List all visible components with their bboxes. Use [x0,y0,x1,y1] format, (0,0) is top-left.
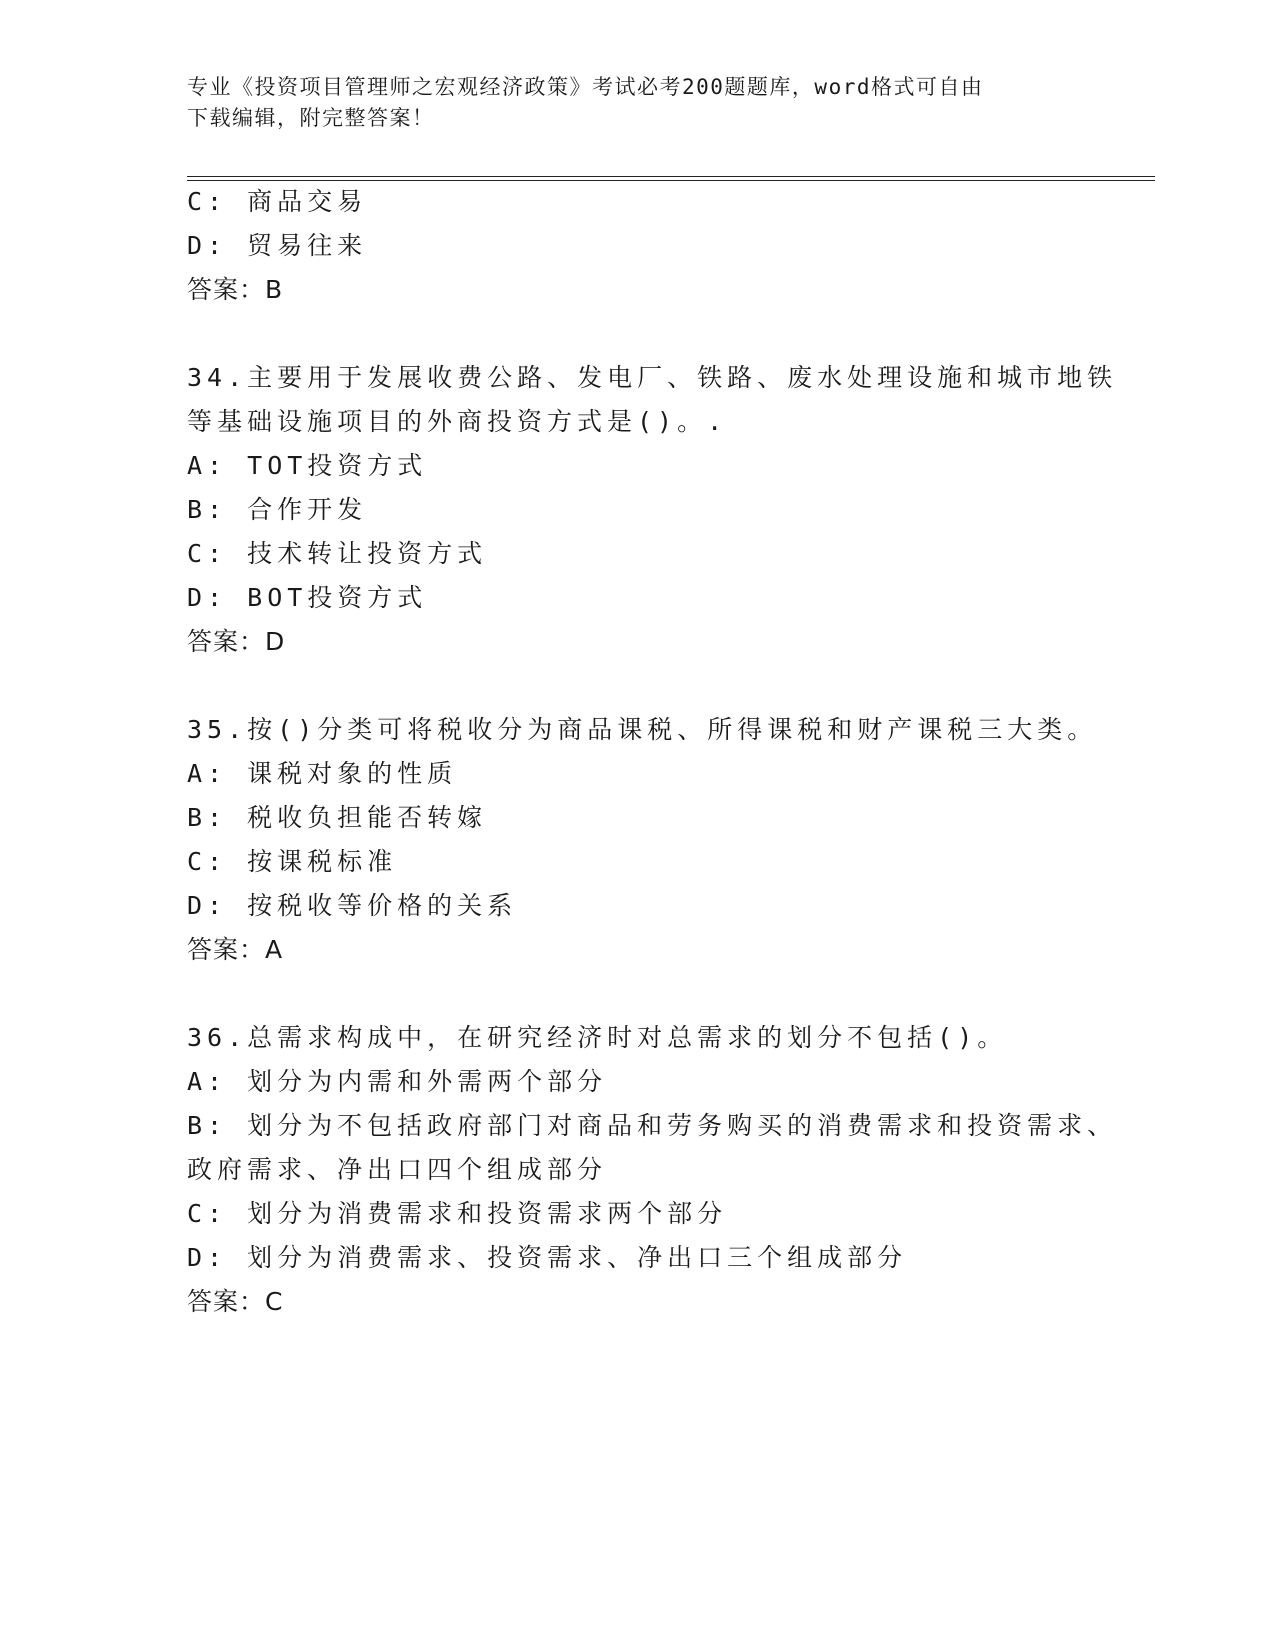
q36-option-a: A: 划分为内需和外需两个部分 [187,1067,608,1096]
q34-stem-line-1: 34.主要用于发展收费公路、发电厂、铁路、废水处理设施和城市地铁 [187,363,1118,392]
q35-option-d: D: 按税收等价格的关系 [187,891,518,920]
q36-option-d: D: 划分为消费需求、投资需求、净出口三个组成部分 [187,1243,908,1272]
q35-stem-line-1: 35.按()分类可将税收分为商品课税、所得课税和财产课税三大类。 [187,715,1098,744]
q36-option-b-line-2: 政府需求、净出口四个组成部分 [187,1155,608,1184]
q34-option-a: A: TOT投资方式 [187,451,428,480]
q35-option-a: A: 课税对象的性质 [187,759,458,788]
q34-answer: 答案：D [187,627,286,656]
header-title-line-2: 下载编辑，附完整答案！ [187,106,435,130]
q34-option-b: B: 合作开发 [187,495,368,524]
prev-option-c: C: 商品交易 [187,187,368,216]
prev-option-d: D: 贸易往来 [187,231,368,260]
document-header [187,72,1087,134]
q34-stem-line-2: 等基础设施项目的外商投资方式是()。. [187,407,728,436]
q35-option-b: B: 税收负担能否转嫁 [187,803,488,832]
q34-option-c: C: 技术转让投资方式 [187,539,488,568]
q34-option-d: D: BOT投资方式 [187,583,428,612]
q36-stem-line-1: 36.总需求构成中，在研究经济时对总需求的划分不包括()。 [187,1023,1008,1052]
header-divider [187,176,1155,181]
header-title-line-1: 专业《投资项目管理师之宏观经济政策》考试必考200题题库，word格式可自由 [187,75,984,99]
prev-answer: 答案：B [187,275,284,304]
q35-option-c: C: 按课税标准 [187,847,398,876]
q36-answer: 答案：C [187,1287,284,1316]
q36-option-c: C: 划分为消费需求和投资需求两个部分 [187,1199,728,1228]
q36-option-b-line-1: B: 划分为不包括政府部门对商品和劳务购买的消费需求和投资需求、 [187,1111,1118,1140]
q35-answer: 答案：A [187,935,284,964]
